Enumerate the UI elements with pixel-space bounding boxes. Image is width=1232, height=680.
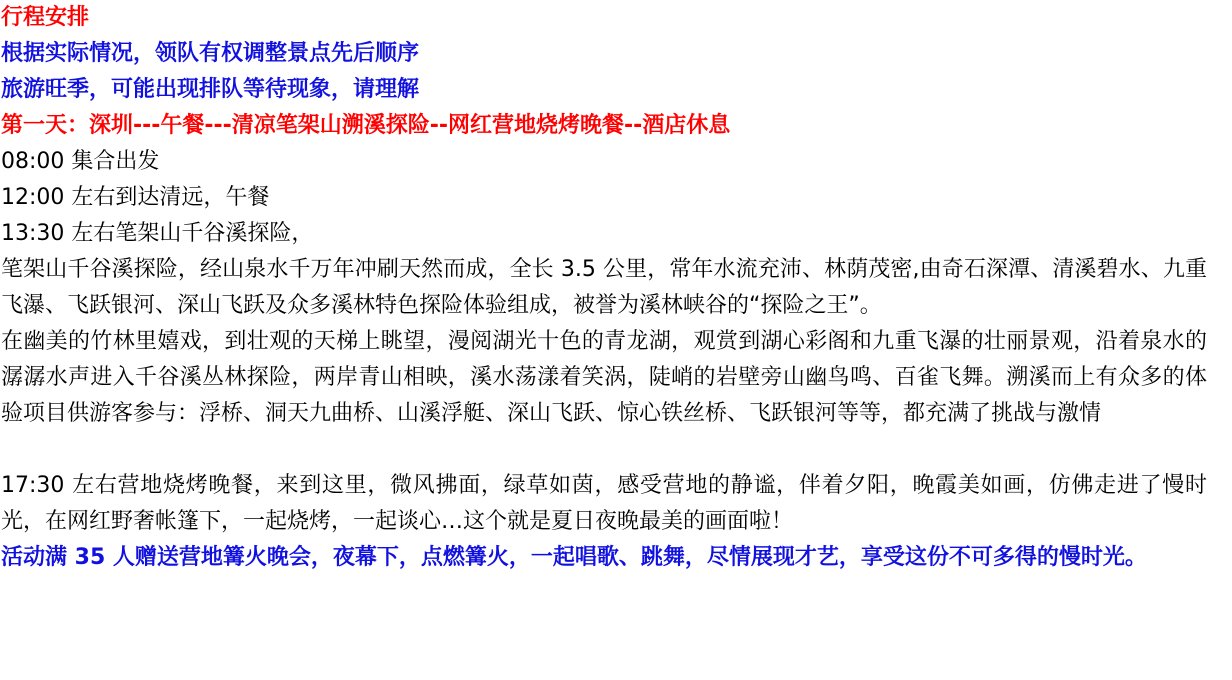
section-heading: 行程安排 (1, 5, 90, 30)
evening-paragraph: 17:30 左右营地烧烤晚餐，来到这里，微风拂面，绿草如茵，感受营地的静谧，伴着夕阳，晚霞美如画，仿佛走进了慢时光，在网红野奢帐篷下，一起烧烤，一起谈心…这个就是夏日夜晚最美的画面啦！ (1, 473, 1207, 534)
schedule-item: 13:30 左右笔架山千谷溪探险， (1, 221, 314, 246)
paragraph-spacer (1, 432, 1222, 468)
description-paragraph: 在幽美的竹林里嬉戏，到壮观的天梯上眺望，漫阅湖光十色的青龙湖，观赏到湖心彩阁和九重飞瀑的壮丽景观，沿着泉水的潺潺水声进入千谷溪丛林探险，两岸青山相映，溪水荡漾着笑涡，陡峭的岩壁旁山幽鸟鸣、百雀飞舞。溯溪而上有众多的体验项目供游客参与：浮桥、洞天九曲桥、山溪浮艇、深山飞跃、惊心铁丝桥、飞跃银河等等，都充满了挑战与激情 (1, 329, 1207, 426)
schedule-item: 12:00 左右到达清远，午餐 (1, 185, 270, 210)
notice-line: 根据实际情况，领队有权调整景点先后顺序 (1, 41, 420, 66)
notice-line: 旅游旺季，可能出现排队等待现象，请理解 (1, 77, 420, 102)
promo-paragraph: 活动满 35 人赠送营地篝火晚会，夜幕下，点燃篝火，一起唱歌、跳舞，尽情展现才艺，享受这份不可多得的慢时光。 (1, 545, 1147, 570)
schedule-item: 08:00 集合出发 (1, 149, 160, 174)
day-one-title: 第一天：深圳---午餐---清凉笔架山溯溪探险--网红营地烧烤晚餐--酒店休息 (1, 113, 731, 138)
description-paragraph: 笔架山千谷溪探险，经山泉水千万年冲刷天然而成，全长 3.5 公里，常年水流充沛、林荫茂密,由奇石深潭、清溪碧水、九重飞瀑、飞跃银河、深山飞跃及众多溪林特色探险体验组成，被誉为溪林峡谷的“探险之王”。 (1, 257, 1207, 318)
